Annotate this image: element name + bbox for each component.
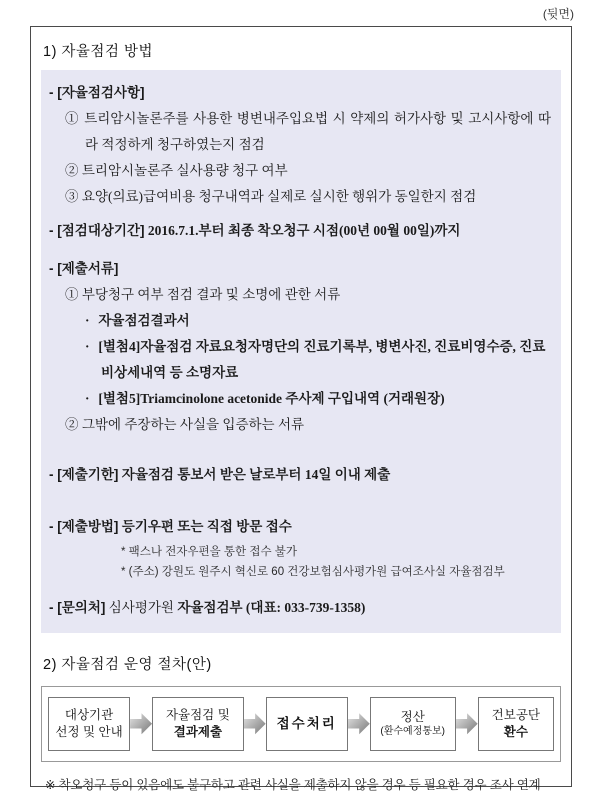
- document-bullet-3: [49, 386, 551, 412]
- bullet-dot: ·: [85, 390, 90, 406]
- method-note-1: * 팩스나 전자우편을 통한 접수 불가: [121, 545, 297, 558]
- item-text: 요양(의료)급여비용 청구내역과 실제로 실시한 행위가 동일한지 점검: [81, 188, 477, 204]
- item-text: 트리암시놀론주를 사용한 병변내주입요법 시 약제의 허가사항 및 고시사항에 따라 적정하게 청구하였는지 점검: [84, 110, 552, 152]
- step-text: 환수: [503, 724, 528, 739]
- process-flowchart: [41, 686, 561, 762]
- documents-item-1: [49, 282, 551, 308]
- deadline-text: 자율점검 통보서 받은 날로부터 14일 이내 제출: [121, 466, 391, 482]
- method-notes: [49, 542, 551, 582]
- check-items-header: - [자율점검사항]: [49, 85, 145, 100]
- step-text: 정산: [400, 709, 425, 724]
- bullet-text: [별첨5]Triamcinolone acetonide 주사제 구입내역 (거래원장): [98, 390, 445, 406]
- contact-dept-phone: 자율점검부 (대표: 033-739-1358): [177, 599, 366, 615]
- step-text: 자율점검 및: [165, 707, 230, 722]
- flow-step-self-check-submit: [152, 697, 244, 751]
- documents-header: - [제출서류]: [49, 261, 119, 277]
- step-text: 선정 및 안내: [55, 724, 123, 739]
- document-bullet-2: [49, 334, 551, 386]
- period-label: - [점검대상기간]: [49, 222, 145, 238]
- step-text: 대상기관: [64, 707, 114, 722]
- item-text: 그밖에 주장하는 사실을 입증하는 서류: [81, 416, 305, 432]
- check-item-1: [49, 106, 551, 158]
- check-item-2: [49, 158, 551, 184]
- contact-org: 심사평가원: [108, 599, 174, 615]
- bullet-text: 자율점검결과서: [98, 313, 190, 329]
- contact-line: [49, 595, 551, 621]
- bullet-text: [별첨4]자율점검 자료요청자명단의 진료기록부, 병변사진, 진료비영수증, 진료비상세내역 등 소명자료: [98, 339, 546, 381]
- item-number: ②: [65, 416, 79, 432]
- item-number: ③: [65, 188, 79, 204]
- method-text: 등기우편 또는 직접 방문 접수: [121, 518, 292, 534]
- bullet-dot: ·: [85, 313, 90, 329]
- contact-label: - [문의처]: [49, 599, 106, 615]
- section2-title: 2) 자율점검 운영 절차(안): [43, 656, 212, 673]
- document-border-frame: [30, 26, 572, 792]
- step-text: 접수처리: [276, 715, 337, 731]
- step-text: (환수예정통보): [380, 726, 446, 738]
- flow-step-target-selection: [48, 697, 130, 751]
- right-arrow-icon: [244, 712, 266, 736]
- document-bullet-1: [49, 308, 551, 334]
- flow-step-settlement: [370, 697, 456, 751]
- item-number: ①: [65, 110, 80, 126]
- documents-item-2: [49, 412, 551, 438]
- right-arrow-icon: [130, 712, 152, 736]
- step-text: 결과제출: [173, 724, 223, 739]
- deadline-label: - [제출기한]: [49, 466, 119, 482]
- flow-step-nhis-recovery: [478, 697, 554, 751]
- check-item-3: [49, 184, 551, 210]
- period-text: 2016.7.1.부터 최종 착오청구 시점(00년 00월 00일)까지: [147, 222, 461, 238]
- method-note-2: * (주소) 강원도 원주시 혁신로 60 건강보험심사평가원 급여조사실 자율점검부: [121, 565, 505, 578]
- back-side-label: (뒷면): [542, 7, 574, 21]
- right-arrow-icon: [348, 712, 370, 736]
- inspection-period-line: [49, 218, 551, 244]
- investigation-footnote: ※ 착오청구 등이 있음에도 불구하고 관련 사실을 제출하지 않을 경우 등 필요한 경우 조사 연계: [45, 777, 541, 792]
- step-text: 건보공단: [491, 707, 540, 722]
- item-text: 트리암시놀론주 실사용량 청구 여부: [81, 162, 288, 178]
- right-arrow-icon: [456, 712, 478, 736]
- item-text: 부당청구 여부 점검 결과 및 소명에 관한 서류: [81, 287, 341, 303]
- bullet-dot: ·: [85, 339, 90, 355]
- item-number: ②: [65, 162, 79, 178]
- method-line: [49, 514, 551, 540]
- deadline-line: [49, 462, 551, 488]
- flow-step-receipt-processing: [266, 697, 348, 751]
- info-panel: [41, 70, 561, 633]
- item-number: ①: [65, 287, 79, 303]
- method-label: - [제출방법]: [49, 518, 119, 534]
- section1-title: 1) 자율점검 방법: [43, 44, 153, 60]
